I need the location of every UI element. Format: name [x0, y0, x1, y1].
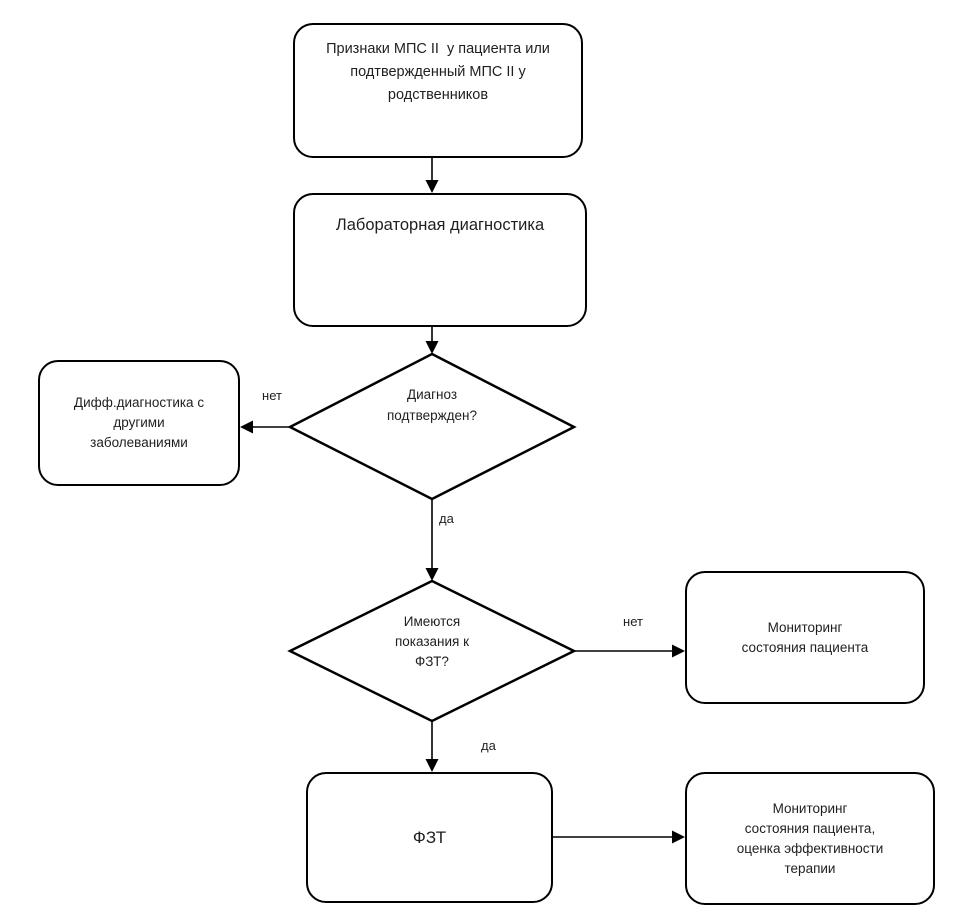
arrowhead-lab-to-diagnosis-icon [426, 341, 439, 354]
ert-indications-decision-text: Имеются показания к ФЗТ? [394, 614, 470, 669]
diff-diagnosis-text: Дифф.диагностика с [73, 395, 205, 410]
edge-label-ert-yes: да [481, 738, 496, 753]
edge-label-diagnosis-no: нет [262, 388, 282, 403]
diagnosis-confirmed-decision-shape [290, 354, 574, 499]
lab-diagnostics-text: Лабораторная диагностика [335, 216, 545, 234]
edge-label-ert-no: нет [623, 614, 643, 629]
arrowhead-diagnosis-no-icon [240, 421, 253, 434]
arrowhead-start-to-lab-icon [426, 180, 439, 193]
monitoring-evaluation-text: Мониторинг [772, 800, 848, 816]
arrowhead-ert-yes-icon [426, 759, 439, 772]
edge-label-diagnosis-yes: да [439, 511, 454, 526]
monitoring-node [685, 571, 925, 704]
arrowhead-ert-to-monitoring-eval-icon [672, 831, 685, 844]
arrowhead-diagnosis-yes-icon [426, 568, 439, 581]
diff-diagnosis-text: заболеваниями [90, 435, 188, 450]
lab-diagnostics-node [293, 193, 587, 327]
start-node-text: Признаки МПС II у пациента или [326, 41, 550, 57]
monitoring-text: состояния пациента [741, 639, 869, 655]
arrowhead-ert-no-icon [672, 645, 685, 658]
ert-node [306, 772, 553, 903]
monitoring-evaluation-text: состояния пациента, [744, 820, 876, 836]
start-node-text: подтвержденный МПС II у [350, 64, 526, 80]
ert-text: ФЗТ [412, 827, 447, 847]
monitoring-evaluation-text: оценка эффективности [736, 840, 884, 856]
start-node-text: родственников [387, 87, 489, 103]
start-node [293, 23, 583, 158]
monitoring-text: Мониторинг [767, 619, 843, 635]
diff-diagnosis-text: другими [113, 415, 165, 430]
monitoring-evaluation-node [685, 772, 935, 905]
monitoring-evaluation-text: терапии [784, 860, 836, 876]
diagnosis-confirmed-decision-text: Диагноз подтвержден? [387, 387, 477, 423]
diff-diagnosis-node [38, 360, 240, 486]
